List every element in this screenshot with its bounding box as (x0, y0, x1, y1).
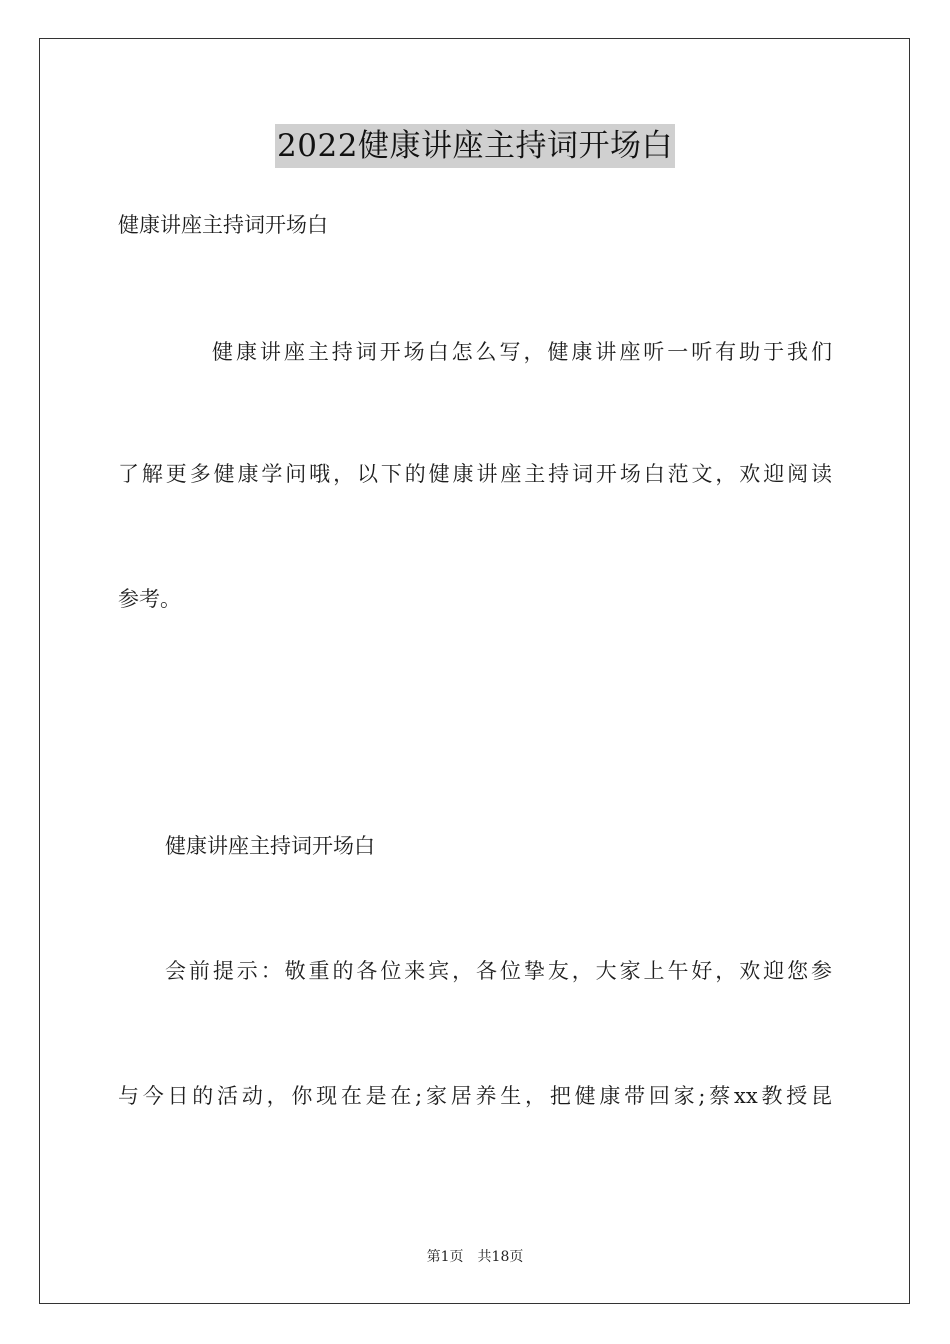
intro-paragraph-line-2: 了解更多健康学问哦，以下的健康讲座主持词开场白范文，欢迎阅读 (118, 462, 832, 486)
page-number: 第1页 (426, 1249, 464, 1265)
intro-paragraph-line-3: 参考。 (118, 587, 181, 611)
document-title: 2022健康讲座主持词开场白 (275, 124, 675, 168)
section-heading: 健康讲座主持词开场白 (165, 834, 375, 858)
page-footer (0, 1247, 950, 1267)
intro-paragraph-line-1: 健康讲座主持词开场白怎么写，健康讲座听一听有助于我们 (212, 340, 832, 364)
page-total: 共18页 (477, 1249, 524, 1265)
document-subtitle: 健康讲座主持词开场白 (118, 213, 328, 237)
title-container (0, 124, 950, 168)
body-paragraph-line-2: 与今日的活动，你现在是在;家居养生，把健康带回家;蔡xx教授昆 (118, 1084, 832, 1108)
body-paragraph-line-1: 会前提示：敬重的各位来宾，各位挚友，大家上午好，欢迎您参 (165, 959, 832, 983)
